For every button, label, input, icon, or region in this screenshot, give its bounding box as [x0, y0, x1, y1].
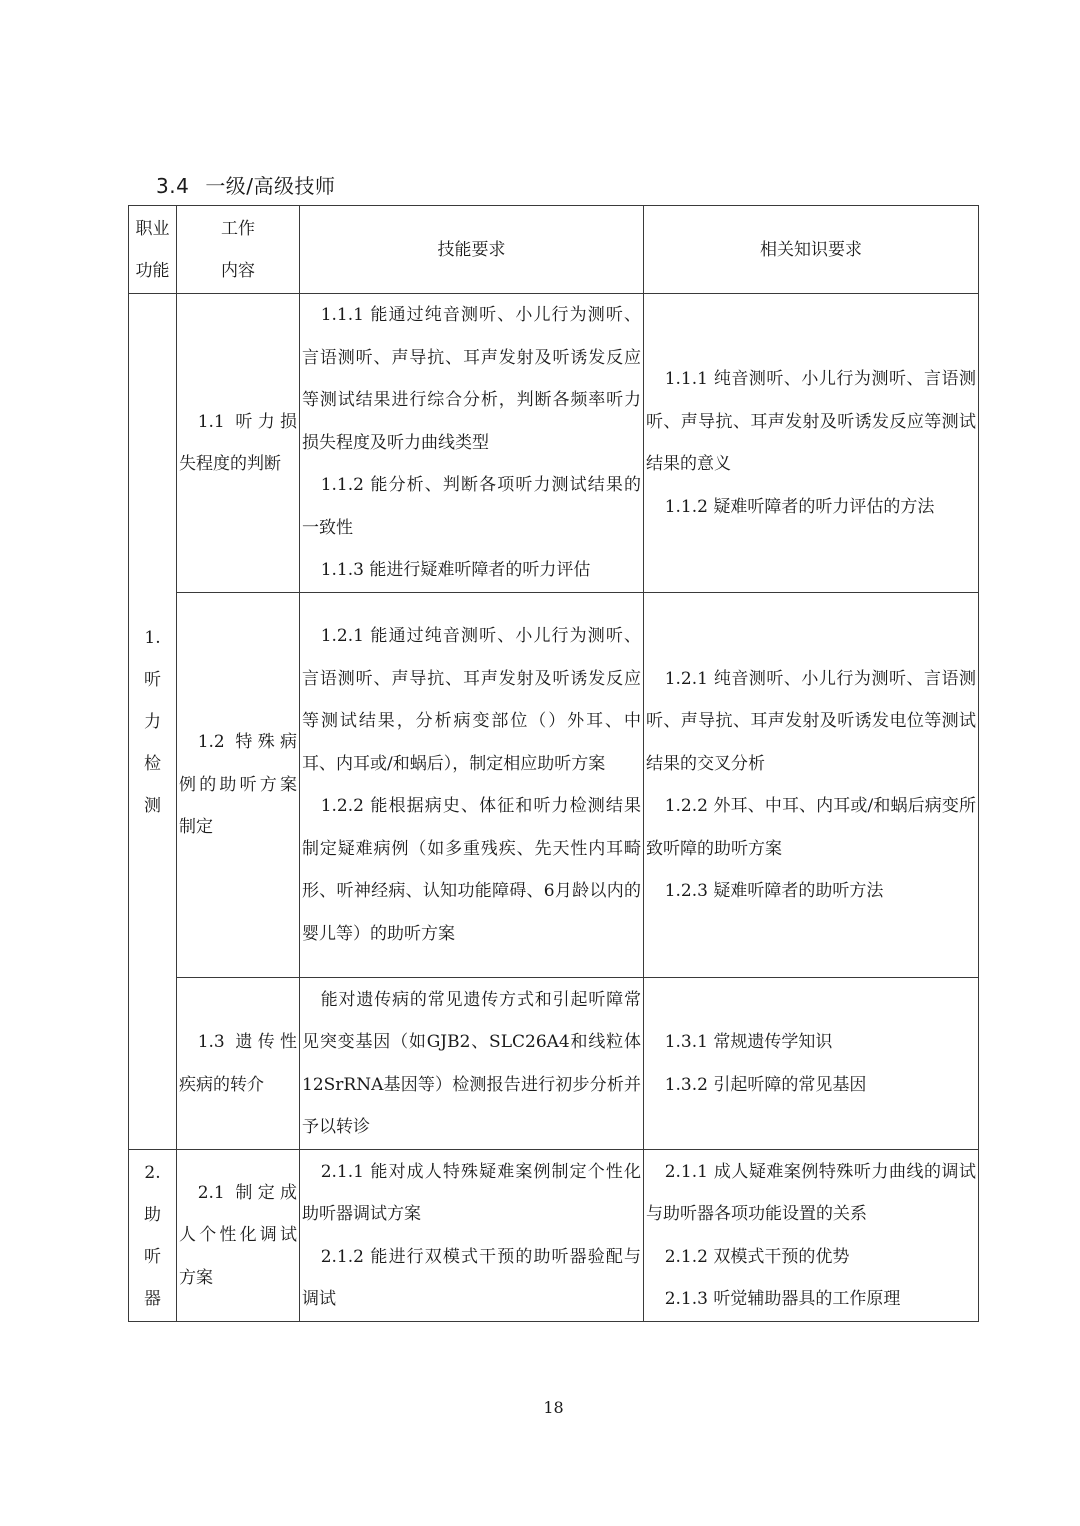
header-work — [177, 206, 300, 294]
knowledge-cell — [644, 294, 979, 593]
function-char: 助 — [144, 1204, 161, 1225]
function-char: 力 — [144, 711, 161, 732]
function-char: 测 — [144, 795, 161, 816]
knowledge-item: 1.2.3 疑难听障者的助听方法 — [664, 881, 884, 901]
function-char: 1. — [144, 627, 161, 648]
work-content-cell: 1.3 遗传性疾病的转介 — [177, 978, 300, 1150]
skill-item: 1.1.3 能进行疑难听障者的听力评估 — [320, 560, 591, 581]
knowledge-item: 2.1.2 双模式干预的优势 — [664, 1246, 850, 1267]
header-function — [129, 206, 177, 294]
skill-item: 1.2.2 能根据病史、体征和听力检测结果制定疑难病例（如多重残疾、先天性内耳畸形、听神经病、认知功能障碍、6月龄以内的婴儿等）的助听方案 — [302, 796, 641, 944]
knowledge-item: 2.1.3 听觉辅助器具的工作原理 — [664, 1289, 901, 1309]
knowledge-cell — [644, 978, 979, 1150]
function-char: 听 — [144, 669, 161, 690]
section-heading — [156, 170, 336, 199]
section-number: 3.4 — [156, 174, 190, 198]
knowledge-item: 1.1.2 疑难听障者的听力评估的方法 — [664, 496, 935, 517]
table-header-row — [129, 206, 979, 294]
header-work-line2: 内容 — [221, 260, 255, 281]
function-char: 器 — [144, 1288, 161, 1309]
header-function-line2: 功能 — [135, 260, 170, 281]
work-content-cell: 2.1 制定成人个性化调试方案 — [177, 1150, 300, 1322]
function-char: 2. — [144, 1162, 161, 1183]
function-cell-hearing-test — [129, 294, 177, 1150]
skill-item: 1.1.2 能分析、判断各项听力测试结果的一致性 — [302, 475, 641, 538]
table-row — [129, 1150, 979, 1322]
function-cell-hearing-aid — [129, 1150, 177, 1322]
skill-item: 1.1.1 能通过纯音测听、小儿行为测听、言语测听、声导抗、耳声发射及听诱发反应等测试结果进行综合分析，判断各频率听力损失程度及听力曲线类型 — [302, 305, 641, 453]
skills-cell — [300, 978, 644, 1150]
knowledge-item: 1.3.2 引起听障的常见基因 — [664, 1074, 867, 1095]
skill-item: 能对遗传病的常见遗传方式和引起听障常见突变基因（如GJB2、SLC26A4和线粒体12SrRNA基因等）检测报告进行初步分析并予以转诊 — [302, 989, 641, 1137]
section-title: 一级/高级技师 — [205, 174, 336, 198]
knowledge-item: 1.2.2 外耳、中耳、内耳或/和蜗后病变所致听障的助听方案 — [646, 796, 976, 859]
header-skills: 技能要求 — [300, 206, 644, 294]
skills-standard-table — [128, 205, 979, 1322]
work-content-cell: 1.1 听力损失程度的判断 — [177, 294, 300, 593]
knowledge-item: 1.3.1 常规遗传学知识 — [664, 1032, 833, 1052]
knowledge-cell — [644, 593, 979, 978]
work-content-cell: 1.2 特殊病例的助听方案制定 — [177, 593, 300, 978]
table-row — [129, 978, 979, 1150]
knowledge-item: 1.2.1 纯音测听、小儿行为测听、言语测听、声导抗、耳声发射及听诱发电位等测试结果的交叉分析 — [646, 668, 976, 774]
table-row — [129, 294, 979, 593]
function-char: 听 — [144, 1246, 161, 1267]
knowledge-cell — [644, 1150, 979, 1322]
skill-item: 2.1.2 能进行双模式干预的助听器验配与调试 — [302, 1246, 641, 1309]
header-knowledge: 相关知识要求 — [644, 206, 979, 294]
skill-item: 1.2.1 能通过纯音测听、小儿行为测听、言语测听、声导抗、耳声发射及听诱发反应等测试结果，分析病变部位（）外耳、中耳、内耳或/和蜗后），制定相应助听方案 — [302, 626, 641, 774]
table-row — [129, 593, 979, 978]
skills-cell — [300, 593, 644, 978]
knowledge-item: 1.1.1 纯音测听、小儿行为测听、言语测听、声导抗、耳声发射及听诱发反应等测试结果的意义 — [646, 369, 976, 474]
function-char: 检 — [144, 753, 161, 774]
skills-cell — [300, 1150, 644, 1322]
knowledge-item: 2.1.1 成人疑难案例特殊听力曲线的调试与助听器各项功能设置的关系 — [646, 1161, 976, 1224]
skills-cell — [300, 294, 644, 593]
skill-item: 2.1.1 能对成人特殊疑难案例制定个性化助听器调试方案 — [302, 1161, 641, 1224]
header-function-line1: 职业 — [135, 218, 170, 239]
page-number: 18 — [543, 1398, 564, 1417]
header-work-line1: 工作 — [221, 218, 255, 239]
